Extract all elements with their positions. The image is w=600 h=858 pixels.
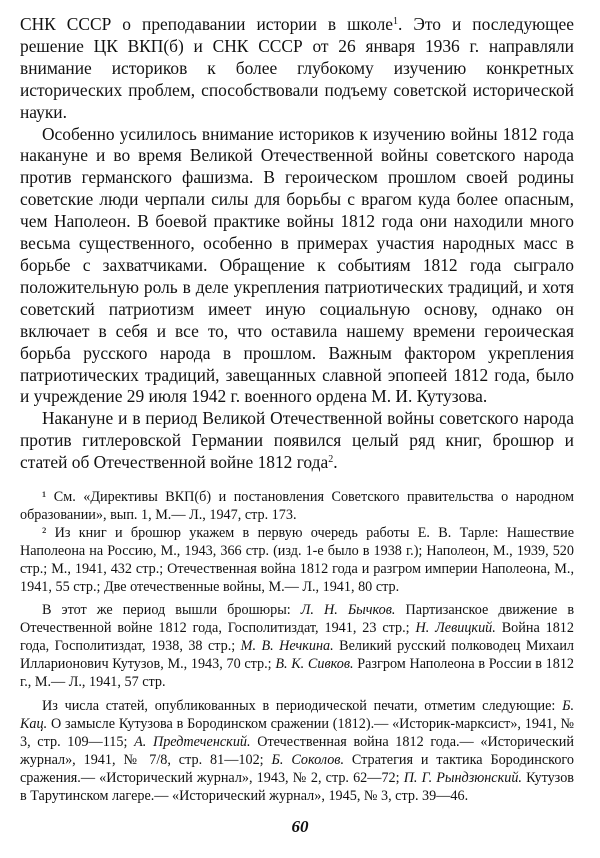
paragraph-3 xyxy=(20,408,574,474)
page-number: 60 xyxy=(291,817,309,836)
fn-author: Б. Кац. xyxy=(20,698,574,732)
fn-text: Партизанское движение в Отечественной войне 1812 года, Госполитиздат, 1941, 23 стр.; xyxy=(20,602,575,637)
fn-author: Н. Левицкий. xyxy=(415,620,496,637)
paragraph-2: Особенно усилилось внимание историков к изучению войны 1812 года накануне и во время Великой Отечественной войны советского народа против германского фашизма. В героическом прошлом своей родины советские люди черпали силы для борьбы с врагом куда более опасным, чем Наполеон. В боевой практике войны 1812 года они находили много весьма существенного, особенно в примерах участия народных масс в борьбе с захватчиками. Обращение к событиям 1812 года сыграло положительную роль в деле укрепления патриотических традиций, и хотя советский патриотизм имеет иную социальную основу, однако он включает в себя и все то, что оставила нашему времени героическая борьба русского народа в прошлом. Важным фактором укрепления патриотических традиций, завещанных славной эпопеей 1812 года, было и учреждение 29 июля 1942 г. военного ордена М. И. Кутузова. xyxy=(20,123,574,407)
paragraph-1 xyxy=(20,14,574,124)
fn-text: Разгром Наполеона в России в 1812 г., М.— Л., 1941, 57 стр. xyxy=(20,656,575,691)
fn-text: Отечественная война 1812 года.— «Исторический журнал», 1941, № 7/8, стр. 81—102; xyxy=(20,733,574,768)
fn-author: Б. Соколов. xyxy=(271,751,344,768)
fn-text: В этот же период вышли брошюры: xyxy=(42,602,301,619)
fn-author: Л. Н. Бычков. xyxy=(300,602,396,619)
footnote-1: ¹ См. «Директивы ВКП(б) и постановления Советского правительства о народном образовании», вып. 1, М.— Л., 1947, стр. 173. xyxy=(20,489,574,523)
fn-author: А. Предтеченский. xyxy=(134,733,251,750)
page-text xyxy=(20,14,574,805)
paragraph-1-rest: . Это и последующее решение ЦК ВКП(б) и СНК СССР от 26 января 1936 г. направляли внимание историков к более глубокому изучению конкретных исторических проблем, способствовали подъему советской исторической науки. xyxy=(20,14,574,122)
paragraph-3-text: Накануне и в период Великой Отечественной войны советского народа против гитлеровской Германии появился целый ряд книг, брошюр и статей об Отечественной войне 1812 года xyxy=(20,408,574,473)
footnote-2-articles xyxy=(20,698,574,805)
fn-text: Война 1812 года, Госполитиздат, 1938, 38 стр.; xyxy=(20,620,574,655)
fn-text: Кутузов в Тарутинском лагере.— «Исторический журнал», 1945, № 3, стр. 39—46. xyxy=(20,769,574,804)
footnote-ref-1: 1 xyxy=(393,16,398,27)
paragraph-1-text: СНК СССР о преподавании истории в школе xyxy=(20,14,393,34)
fn-text: Стратегия и тактика Бородинского сражения.— «Исторический журнал», 1943, № 2, стр. 62—72; xyxy=(20,751,574,786)
fn-text: О замысле Кутузова в Бородинском сражении (1812).— «Историк-марксист», 1941, № 3, стр. 109—115; xyxy=(20,715,574,750)
fn-author: М. В. Нечкина. xyxy=(240,638,334,655)
footnote-2: ² Из книг и брошюр укажем в первую очередь работы Е. В. Тарле: Нашествие Наполеона на Россию, М., 1943, 366 стр. (изд. 1-е было в 1938 г.); Наполеон, М., 1939, 520 стр.; М., 1941, 432 стр.; Отечественная война 1812 года и разгром империи Наполеона, М., 1941, 55 стр.; Две отечественные войны, М.— Л., 1941, 80 стр. xyxy=(20,524,574,595)
footnote-ref-2: 2 xyxy=(328,454,334,466)
footnote-2-brochures xyxy=(20,602,574,692)
paragraph-3-end: . xyxy=(333,452,338,473)
fn-text: Великий русский полководец Михаил Илларионович Кутузов, М., 1943, 70 стр.; xyxy=(20,638,574,673)
fn-author: В. К. Сивков. xyxy=(275,656,354,673)
fn-text: Из числа статей, опубликованных в периодической печати, отметим следующие: xyxy=(42,698,563,714)
fn-author: П. Г. Рындзюнский. xyxy=(403,769,522,786)
